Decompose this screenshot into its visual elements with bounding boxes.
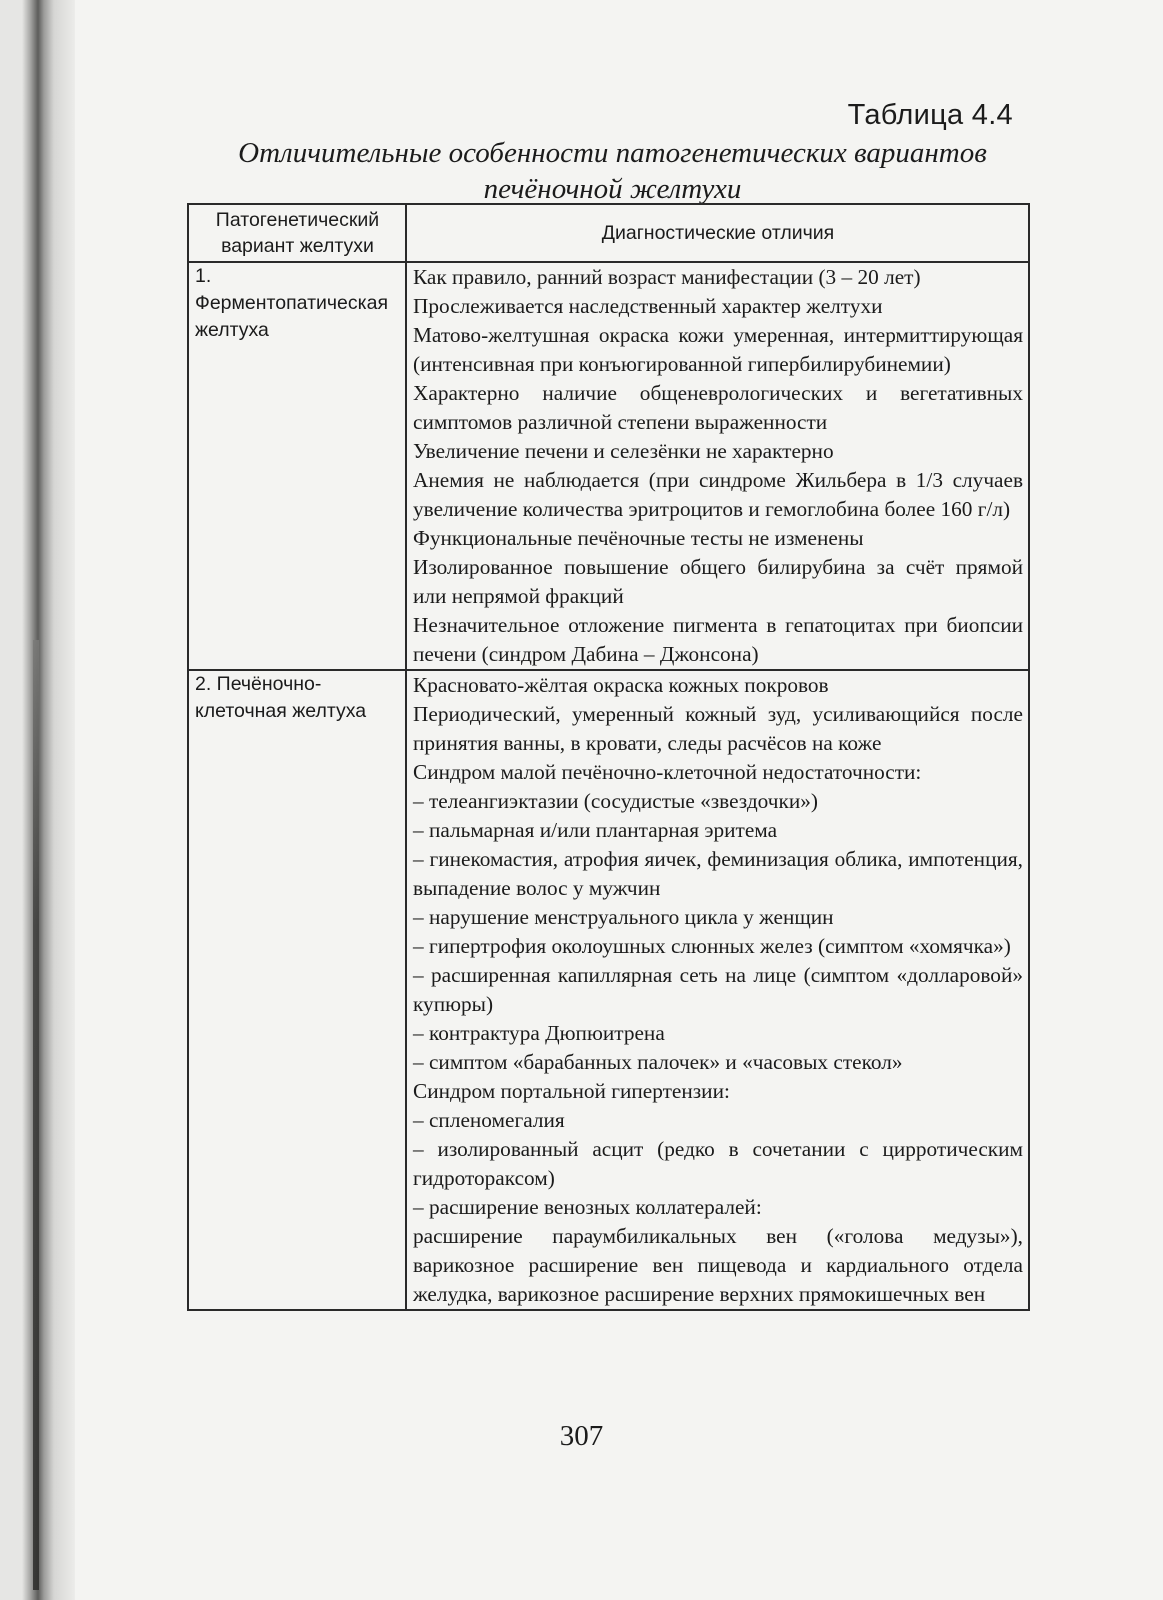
table-title-line-2: печёночной желтухи <box>483 173 742 205</box>
diagnostic-feature: – гипертрофия околоушных слюнных желез (симптом «хомячка») <box>413 934 1011 958</box>
diagnostic-feature: Изолированное повышение общего билирубина за счёт прямой или непрямой фракций <box>413 555 1023 608</box>
table-row <box>188 262 1029 670</box>
diagnostic-feature: – спленомегалия <box>413 1108 565 1132</box>
page-number: 307 <box>559 1420 604 1452</box>
diagnostic-feature: Матово-желтушная окраска кожи умеренная, интермиттирующая (интенсивная при конъюгированной гипербилирубинемии) <box>413 323 1023 376</box>
diagnostic-feature: Анемия не наблюдается (при синдроме Жильбера в 1/3 случаев увеличение количества эритроцитов и гемоглобина более 160 г/л) <box>413 468 1023 521</box>
diagnostic-feature: Синдром портальной гипертензии: <box>413 1079 730 1103</box>
table-row <box>188 670 1029 1310</box>
table-title-line-1: Отличительные особенности патогенетических вариантов <box>238 137 987 169</box>
column-header-variant: Патогенетический вариант желтухи <box>188 204 406 262</box>
diagnostic-feature: Синдром малой печёночно-клеточной недостаточности: <box>413 760 922 784</box>
diagnostic-feature: расширение параумбиликальных вен («голова медузы»), варикозное расширение вен пищевода и кардиального отдела желудка, варикозное расширение верхних прямокишечных вен <box>413 1224 1023 1306</box>
table-title <box>175 135 1050 207</box>
table-body <box>188 262 1029 1310</box>
jaundice-variants-table <box>187 203 1030 1311</box>
diagnostic-feature: – расширение венозных коллатералей: <box>413 1195 762 1219</box>
table-header-row <box>188 204 1029 262</box>
column-header-differences: Диагностические отличия <box>406 204 1029 262</box>
diagnostic-feature: – расширенная капиллярная сеть на лице (симптом «долларовой» купюры) <box>413 963 1023 1016</box>
variant-name-cell: 2. Печёночно-клеточная желтуха <box>188 670 406 1310</box>
diagnostic-feature: Незначительное отложение пигмента в гепатоцитах при биопсии печени (синдром Дабина – Джонсона) <box>413 613 1023 666</box>
diagnostic-features-cell <box>406 670 1029 1310</box>
diagnostic-feature: – нарушение менструального цикла у женщин <box>413 905 834 929</box>
diagnostic-feature: – гинекомастия, атрофия яичек, феминизация облика, импотенция, выпадение волос у мужчин <box>413 847 1023 900</box>
diagnostic-feature: Периодический, умеренный кожный зуд, усиливающийся после принятия ванны, в кровати, следы расчёсов на коже <box>413 702 1023 755</box>
table-label: Таблица 4.4 <box>847 99 1013 131</box>
diagnostic-feature: – контрактура Дюпюитрена <box>413 1021 665 1045</box>
variant-name-cell: 1. Ферментопатическая желтуха <box>188 262 406 670</box>
diagnostic-feature: – симптом «барабанных палочек» и «часовых стекол» <box>413 1050 903 1074</box>
diagnostic-feature: Прослеживается наследственный характер желтухи <box>413 294 883 318</box>
diagnostic-features-cell <box>406 262 1029 670</box>
diagnostic-feature: – пальмарная и/или плантарная эритема <box>413 818 778 842</box>
diagnostic-feature: Как правило, ранний возраст манифестации (3 – 20 лет) <box>413 265 921 289</box>
diagnostic-feature: Характерно наличие общеневрологических и вегетативных симптомов различной степени выраженности <box>413 381 1023 434</box>
diagnostic-feature: Функциональные печёночные тесты не изменены <box>413 526 864 550</box>
diagnostic-feature: Красновато-жёлтая окраска кожных покровов <box>413 673 829 697</box>
diagnostic-feature: – изолированный асцит (редко в сочетании с цирротическим гидротораксом) <box>413 1137 1023 1190</box>
diagnostic-feature: Увеличение печени и селезёнки не характерно <box>413 439 834 463</box>
diagnostic-feature: – телеангиэктазии (сосудистые «звездочки») <box>413 789 818 813</box>
